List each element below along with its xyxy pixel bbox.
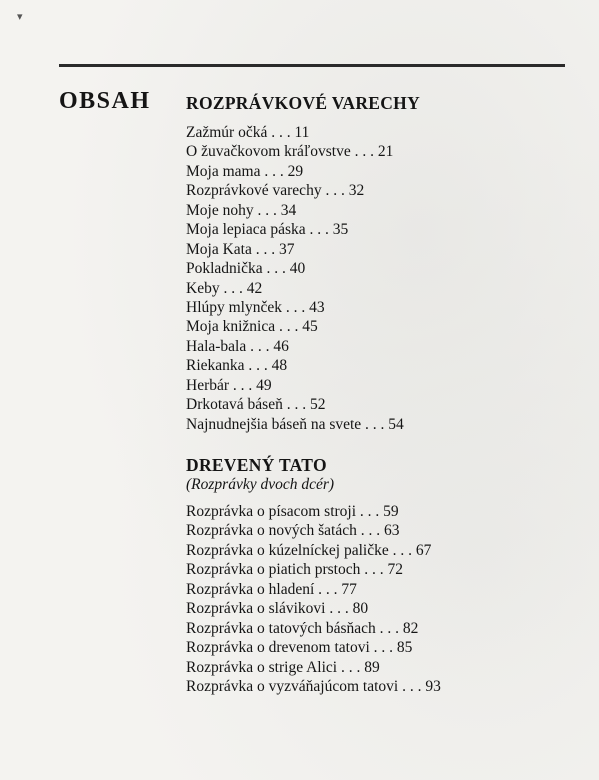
toc-list-dreveny-tato bbox=[186, 502, 441, 696]
toc-entry: Moja Kata . . . 37 bbox=[186, 240, 295, 258]
section-title-dreveny-tato: DREVENÝ TATO bbox=[186, 455, 327, 475]
toc-entry: Hlúpy mlynček . . . 43 bbox=[186, 298, 325, 316]
toc-list-rozpravkove-varechy bbox=[186, 123, 404, 434]
toc-entry: O žuvačkovom kráľovstve . . . 21 bbox=[186, 143, 394, 161]
toc-entry: Rozprávkové varechy . . . 32 bbox=[186, 182, 365, 200]
toc-entry: Rozprávka o piatich prstoch . . . 72 bbox=[186, 561, 403, 579]
toc-entry: Rozprávka o drevenom tatovi . . . 85 bbox=[186, 639, 413, 657]
toc-entry: Pokladnička . . . 40 bbox=[186, 260, 306, 278]
toc-entry: Moja lepiaca páska . . . 35 bbox=[186, 221, 349, 239]
toc-entry: Rozprávka o nových šatách . . . 63 bbox=[186, 522, 400, 540]
toc-entry: Rozprávka o tatových básňach . . . 82 bbox=[186, 619, 419, 637]
toc-entry: Moja mama . . . 29 bbox=[186, 162, 304, 180]
contents-heading: OBSAH bbox=[59, 88, 151, 114]
section-subtitle: (Rozprávky dvoch dcér) bbox=[186, 476, 335, 493]
toc-entry: Hala-bala . . . 46 bbox=[186, 337, 289, 355]
toc-entry: Rozprávka o hladení . . . 77 bbox=[186, 580, 357, 598]
toc-entry: Rozprávka o kúzelníckej paličke . . . 67 bbox=[186, 541, 432, 559]
corner-mark: ▾ bbox=[17, 10, 23, 23]
toc-entry: Moje nohy . . . 34 bbox=[186, 201, 297, 219]
toc-entry: Riekanka . . . 48 bbox=[186, 357, 288, 375]
toc-entry: Drkotavá báseň . . . 52 bbox=[186, 396, 326, 414]
toc-entry: Rozprávka o písacom stroji . . . 59 bbox=[186, 503, 399, 520]
section-title-rozpravkove-varechy: ROZPRÁVKOVÉ VARECHY bbox=[186, 93, 421, 113]
toc-entry: Herbár . . . 49 bbox=[186, 376, 272, 394]
toc-entry: Rozprávka o vyzváňajúcom tatovi . . . 93 bbox=[186, 677, 441, 695]
toc-entry: Rozprávka o slávikovi . . . 80 bbox=[186, 600, 369, 618]
toc-entry: Rozprávka o strige Alici . . . 89 bbox=[186, 658, 380, 676]
top-rule bbox=[59, 64, 565, 67]
toc-entry: Moja knižnica . . . 45 bbox=[186, 318, 318, 336]
toc-entry: Najnudnejšia báseň na svete . . . 54 bbox=[186, 415, 404, 433]
toc-entry: Keby . . . 42 bbox=[186, 279, 263, 297]
toc-entry: Zažmúr očká . . . 11 bbox=[186, 124, 310, 141]
